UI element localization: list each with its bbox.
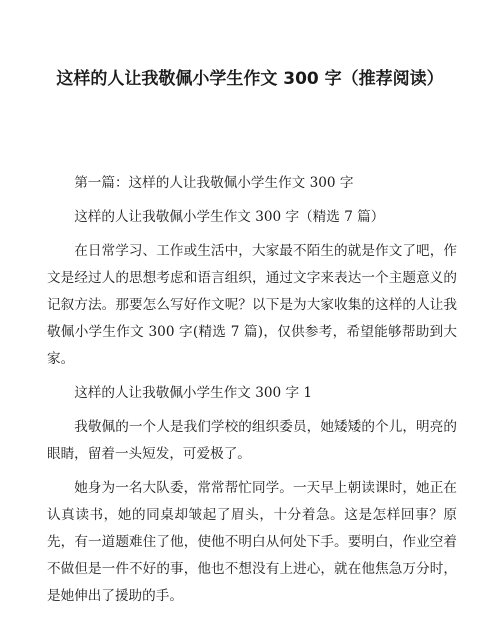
document-body: [47, 170, 457, 617]
paragraph-section-heading: 第一篇：这样的人让我敬佩小学生作文 300 字: [74, 175, 354, 191]
paragraph-essay-heading: 这样的人让我敬佩小学生作文 300 字 1: [74, 385, 313, 401]
document-title: 这样的人让我敬佩小学生作文 300 字（推荐阅读）: [56, 69, 444, 89]
paragraph-essay-body-1: 我敬佩的一个人是我们学校的组织委员，她矮矮的个儿，明亮的眼睛，留着一头短发，可爱极了。: [47, 419, 457, 462]
paragraph-subtitle: 这样的人让我敬佩小学生作文 300 字（精选 7 篇）: [74, 209, 385, 225]
paragraph-essay-body-2: 她身为一名大队委，常常帮忙同学。一天早上朝读课时，她正在认真读书，她的同桌却皱起了眉头，十分着急。这是怎样回事？原先，有一道题难住了他，使他不明白从何处下手。要明白，作业空着不做但是一件不好的事，他也不想没有上进心，就在他焦急万分时，是她伸出了援助的手。: [47, 480, 457, 604]
paragraph-intro: 在日常学习、工作或生活中，大家最不陌生的就是作文了吧，作文是经过人的思想考虑和语言组织，通过文字来表达一个主题意义的记叙方法。那要怎么写好作文呢？以下是为大家收集的这样的人让我敬佩小学生作文 300 字(精选 7 篇)，仅供参考，希望能够帮助到大家。: [47, 243, 457, 367]
